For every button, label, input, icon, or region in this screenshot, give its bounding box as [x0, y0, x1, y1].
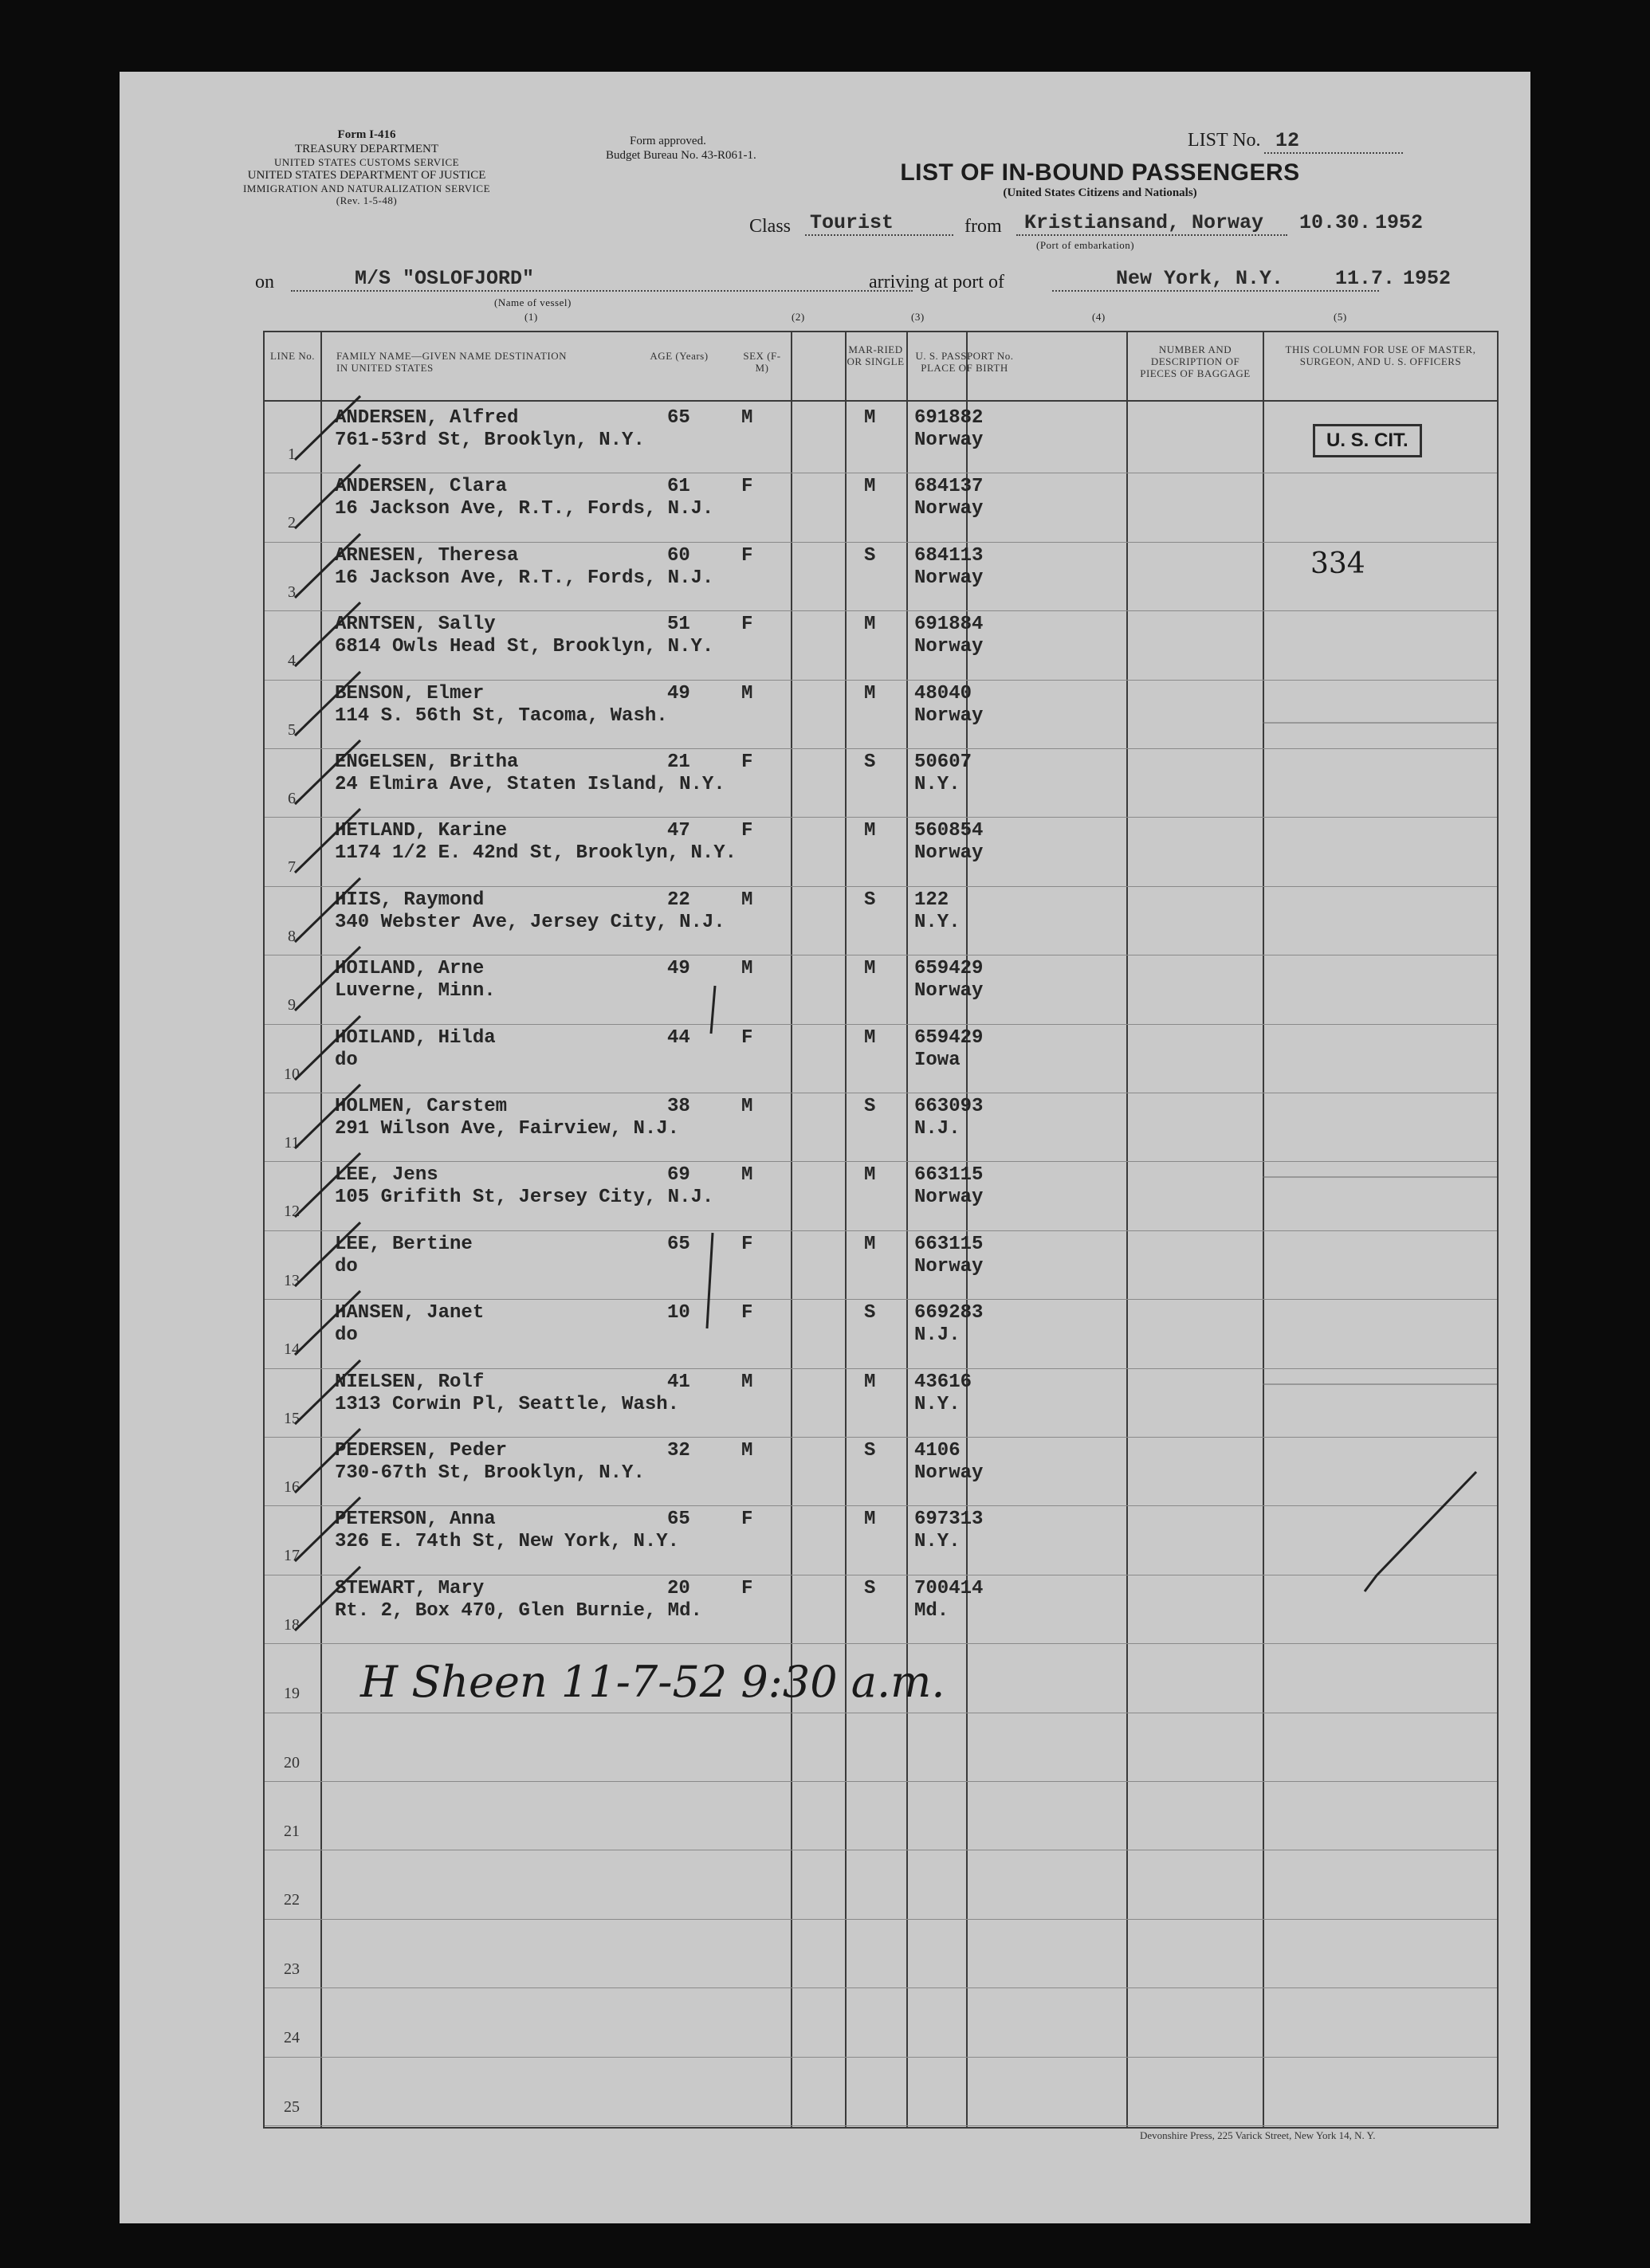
- check-mark: [295, 1429, 360, 1493]
- vessel-name: M/S "OSLOFJORD": [291, 267, 913, 292]
- class-line: [749, 211, 1530, 243]
- check-mark: [295, 1016, 360, 1080]
- place-of-birth: Norway: [914, 430, 984, 451]
- port-embark-caption: (Port of embarkation): [1036, 239, 1135, 251]
- header-line-no: LINE No.: [270, 350, 315, 362]
- passport-number: 43616: [914, 1371, 972, 1393]
- marital-status: M: [864, 614, 876, 635]
- line-number: 24: [284, 2029, 300, 2046]
- passenger-sex: F: [741, 1027, 753, 1049]
- passenger-destination: 326 E. 74th St, New York, N.Y.: [335, 1531, 680, 1552]
- passport-number: 4106: [914, 1440, 961, 1462]
- line-number: 6: [288, 790, 296, 807]
- place-of-birth: Md.: [914, 1600, 949, 1622]
- header-name: FAMILY NAME—GIVEN NAME DESTINATION IN UNITED STATES: [336, 350, 568, 374]
- marital-status: M: [864, 958, 876, 979]
- place-of-birth: Norway: [914, 567, 984, 589]
- place-of-birth: N.Y.: [914, 1394, 961, 1415]
- passenger-name: HIIS, Raymond: [335, 889, 485, 911]
- passenger-destination: 1174 1/2 E. 42nd St, Brooklyn, N.Y.: [335, 842, 737, 864]
- place-of-birth: N.Y.: [914, 912, 961, 933]
- passenger-age: 51: [667, 614, 690, 635]
- vessel-line: [255, 267, 1530, 299]
- passport-number: 50607: [914, 751, 972, 773]
- place-of-birth: Norway: [914, 498, 984, 520]
- place-of-birth: Iowa: [914, 1050, 961, 1071]
- passenger-sex: M: [741, 407, 753, 429]
- marital-status: S: [864, 889, 876, 911]
- passenger-age: 49: [667, 958, 690, 979]
- marital-status: S: [864, 1302, 876, 1324]
- check-mark: [295, 1567, 360, 1630]
- passenger-age: 21: [667, 751, 690, 773]
- passenger-age: 38: [667, 1096, 690, 1117]
- passenger-sex: F: [741, 1509, 753, 1530]
- arrival-date: 11.7.: [1335, 267, 1396, 290]
- form-revision: (Rev. 1-5-48): [336, 194, 398, 206]
- passenger-sex: F: [741, 614, 753, 635]
- form-number: Form I-416: [337, 128, 396, 141]
- passenger-sex: F: [741, 476, 753, 497]
- passenger-sex: F: [741, 545, 753, 567]
- check-mark: [295, 1085, 360, 1148]
- passenger-destination: 730-67th St, Brooklyn, N.Y.: [335, 1462, 645, 1484]
- check-mark: [295, 672, 360, 736]
- customs-service: UNITED STATES CUSTOMS SERVICE: [273, 156, 460, 168]
- passenger-sex: M: [741, 889, 753, 911]
- marital-status: M: [864, 407, 876, 429]
- col-num-3: (3): [911, 311, 925, 323]
- marital-status: S: [864, 1096, 876, 1117]
- marital-status: M: [864, 820, 876, 842]
- passport-number: 663093: [914, 1096, 984, 1117]
- place-of-birth: Norway: [914, 705, 984, 727]
- budget-bureau: Budget Bureau No. 43-R061-1.: [606, 149, 756, 162]
- form-block: [231, 128, 502, 206]
- place-of-birth: Norway: [914, 842, 984, 864]
- place-of-birth: N.J.: [914, 1118, 961, 1140]
- check-mark: [295, 740, 360, 804]
- pencil-line: [707, 986, 715, 1328]
- passenger-destination: Luverne, Minn.: [335, 980, 496, 1002]
- passenger-age: 49: [667, 683, 690, 704]
- arriving-label: arriving at port of: [869, 272, 1004, 292]
- passenger-age: 32: [667, 1440, 690, 1462]
- passenger-name: HOILAND, Arne: [335, 958, 485, 979]
- passenger-name: ARNTSEN, Sally: [335, 614, 496, 635]
- on-label: on: [255, 272, 274, 292]
- passenger-destination: 340 Webster Ave, Jersey City, N.J.: [335, 912, 725, 933]
- check-mark: [295, 602, 360, 666]
- passenger-age: 44: [667, 1027, 690, 1049]
- check-mark: [295, 1497, 360, 1561]
- col-num-2: (2): [792, 311, 805, 323]
- passenger-sex: F: [741, 751, 753, 773]
- col-num-4: (4): [1092, 311, 1106, 323]
- passport-number: 691884: [914, 614, 984, 635]
- passenger-name: PEDERSEN, Peder: [335, 1440, 508, 1462]
- passenger-name: HANSEN, Janet: [335, 1302, 485, 1324]
- passenger-sex: M: [741, 1164, 753, 1186]
- line-number: 21: [284, 1823, 300, 1840]
- passenger-sex: M: [741, 958, 753, 979]
- passenger-name: ANDERSEN, Clara: [335, 476, 508, 497]
- passenger-age: 47: [667, 820, 690, 842]
- marital-status: S: [864, 545, 876, 567]
- us-citizen-stamp: U. S. CIT.: [1313, 424, 1422, 457]
- line-number: 1: [288, 445, 296, 463]
- place-of-birth: Norway: [914, 636, 984, 657]
- passenger-destination: 105 Grifith St, Jersey City, N.J.: [335, 1187, 714, 1208]
- title-block: [885, 159, 1315, 200]
- passenger-destination: 761-53rd St, Brooklyn, N.Y.: [335, 430, 645, 451]
- vessel-caption: (Name of vessel): [494, 296, 572, 308]
- line-number: 3: [288, 583, 296, 601]
- passenger-sex: F: [741, 1302, 753, 1324]
- check-mark: [295, 947, 360, 1010]
- passport-number: 700414: [914, 1578, 984, 1599]
- header-baggage: NUMBER AND DESCRIPTION OF PIECES OF BAGGAGE: [1140, 343, 1251, 379]
- from-label: from: [964, 216, 1002, 237]
- passenger-sex: M: [741, 683, 753, 704]
- check-mark: [295, 396, 360, 460]
- line-number: 16: [284, 1478, 300, 1496]
- line-number: 18: [284, 1616, 300, 1634]
- line-number: 10: [284, 1065, 300, 1083]
- passenger-destination: 16 Jackson Ave, R.T., Fords, N.J.: [335, 567, 714, 589]
- marital-status: M: [864, 476, 876, 497]
- passenger-age: 22: [667, 889, 690, 911]
- line-number: 23: [284, 1960, 300, 1978]
- passenger-name: HETLAND, Karine: [335, 820, 508, 842]
- passenger-age: 65: [667, 407, 690, 429]
- place-of-birth: N.Y.: [914, 1531, 961, 1552]
- marital-status: S: [864, 1440, 876, 1462]
- passenger-name: STEWART, Mary: [335, 1578, 485, 1599]
- place-of-birth: Norway: [914, 1256, 984, 1277]
- passenger-sex: F: [741, 820, 753, 842]
- header-sex: SEX (F-M): [743, 350, 781, 374]
- passenger-name: PETERSON, Anna: [335, 1509, 496, 1530]
- marital-status: M: [864, 1509, 876, 1530]
- passport-number: 697313: [914, 1509, 984, 1530]
- marital-status: M: [864, 1234, 876, 1255]
- passport-number: 122: [914, 889, 949, 911]
- justice-dept: UNITED STATES DEPARTMENT OF JUSTICE: [247, 169, 486, 182]
- passport-number: 663115: [914, 1234, 984, 1255]
- line-number: 8: [288, 928, 296, 945]
- place-of-birth: Norway: [914, 1187, 984, 1208]
- col-num-5: (5): [1334, 311, 1347, 323]
- passenger-age: 41: [667, 1371, 690, 1393]
- passenger-age: 61: [667, 476, 690, 497]
- line-number: 2: [288, 514, 296, 532]
- header-passport: U. S. PASSPORT No. PLACE OF BIRTH: [915, 350, 1014, 374]
- header-officers: THIS COLUMN FOR USE OF MASTER, SURGEON, AND U. S. OFFICERS: [1285, 343, 1476, 367]
- handwritten-signature: H Sheen 11-7-52 9:30 a.m.: [360, 1657, 945, 1707]
- passenger-name: LEE, Jens: [335, 1164, 438, 1186]
- check-marks: [265, 332, 1497, 2127]
- line-number: 14: [284, 1340, 300, 1358]
- passport-number: 691882: [914, 407, 984, 429]
- passenger-destination: do: [335, 1256, 358, 1277]
- passenger-destination: do: [335, 1050, 358, 1071]
- check-mark: [1365, 1472, 1476, 1591]
- passenger-age: 69: [667, 1164, 690, 1186]
- passenger-age: 65: [667, 1509, 690, 1530]
- list-no-value: 12: [1264, 129, 1403, 154]
- passenger-sex: M: [741, 1096, 753, 1117]
- check-mark: [295, 809, 360, 873]
- depart-date: 10.30.: [1299, 211, 1372, 234]
- passenger-name: ARNESEN, Theresa: [335, 545, 519, 567]
- list-number: [1188, 129, 1459, 154]
- line-number: 19: [284, 1685, 300, 1702]
- passenger-sex: M: [741, 1371, 753, 1393]
- check-mark: [295, 878, 360, 942]
- from-value: Kristiansand, Norway: [1016, 211, 1287, 236]
- passenger-destination: 6814 Owls Head St, Brooklyn, N.Y.: [335, 636, 714, 657]
- class-label: Class: [749, 216, 792, 237]
- passenger-destination: 24 Elmira Ave, Staten Island, N.Y.: [335, 774, 725, 795]
- marital-status: M: [864, 1027, 876, 1049]
- marital-status: S: [864, 751, 876, 773]
- passenger-destination: 291 Wilson Ave, Fairview, N.J.: [335, 1118, 680, 1140]
- passenger-destination: 114 S. 56th St, Tacoma, Wash.: [335, 705, 668, 727]
- arrival-year: 1952: [1403, 267, 1452, 290]
- passport-number: 659429: [914, 958, 984, 979]
- depart-year: 1952: [1375, 211, 1424, 234]
- arrival-port: New York, N.Y.: [1052, 267, 1379, 292]
- passenger-name: HOILAND, Hilda: [335, 1027, 496, 1049]
- line-number: 15: [284, 1410, 300, 1427]
- check-mark: [295, 1222, 360, 1286]
- form-approved: Form approved.: [630, 135, 706, 147]
- passenger-table: [263, 331, 1499, 2129]
- line-number: 9: [288, 996, 296, 1014]
- line-number: 13: [284, 1272, 300, 1289]
- passenger-name: ANDERSEN, Alfred: [335, 407, 519, 429]
- passenger-name: BENSON, Elmer: [335, 683, 485, 704]
- passenger-sex: M: [741, 1440, 753, 1462]
- line-number: 4: [288, 652, 296, 669]
- treasury-dept: TREASURY DEPARTMENT: [294, 143, 439, 155]
- header-married: MAR-RIED OR SINGLE: [847, 343, 905, 367]
- line-number: 5: [288, 721, 296, 739]
- place-of-birth: Norway: [914, 980, 984, 1002]
- passenger-age: 10: [667, 1302, 690, 1324]
- printer-footer: Devonshire Press, 225 Varick Street, New York 14, N. Y.: [1140, 2129, 1376, 2141]
- passport-number: 560854: [914, 820, 984, 842]
- passport-number: 659429: [914, 1027, 984, 1049]
- passenger-sex: F: [741, 1578, 753, 1599]
- check-mark: [295, 1153, 360, 1217]
- form-approval: [606, 134, 797, 163]
- col-num-1: (1): [524, 311, 538, 323]
- header-age: AGE (Years): [650, 350, 709, 362]
- passenger-name: LEE, Bertine: [335, 1234, 473, 1255]
- passenger-name: NIELSEN, Rolf: [335, 1371, 485, 1393]
- immigration-service: IMMIGRATION AND NATURALIZATION SERVICE: [242, 182, 491, 194]
- check-mark: [295, 1360, 360, 1424]
- passenger-name: ENGELSEN, Britha: [335, 751, 519, 773]
- page-title: LIST OF IN-BOUND PASSENGERS: [900, 159, 1300, 186]
- check-mark: [295, 465, 360, 528]
- page-subtitle: (United States Citizens and Nationals): [1003, 186, 1197, 199]
- check-mark: [295, 534, 360, 598]
- handwritten-number: 334: [1310, 547, 1365, 580]
- check-mark: [295, 1291, 360, 1355]
- line-number: 7: [288, 858, 296, 876]
- passport-number: 684113: [914, 545, 984, 567]
- marital-status: M: [864, 1164, 876, 1186]
- line-number: 20: [284, 1754, 300, 1772]
- line-number: 12: [284, 1203, 300, 1220]
- passenger-destination: do: [335, 1324, 358, 1346]
- passenger-age: 60: [667, 545, 690, 567]
- marital-status: M: [864, 683, 876, 704]
- passport-number: 48040: [914, 683, 972, 704]
- line-number: 17: [284, 1547, 300, 1564]
- passenger-sex: F: [741, 1234, 753, 1255]
- place-of-birth: Norway: [914, 1462, 984, 1484]
- list-no-label: LIST No.: [1188, 130, 1261, 151]
- class-value: Tourist: [805, 211, 953, 236]
- marital-status: M: [864, 1371, 876, 1393]
- passenger-destination: 1313 Corwin Pl, Seattle, Wash.: [335, 1394, 680, 1415]
- passenger-name: HOLMEN, Carstem: [335, 1096, 508, 1117]
- passport-number: 684137: [914, 476, 984, 497]
- marital-status: S: [864, 1578, 876, 1599]
- passport-number: 669283: [914, 1302, 984, 1324]
- passenger-destination: Rt. 2, Box 470, Glen Burnie, Md.: [335, 1600, 702, 1622]
- place-of-birth: N.J.: [914, 1324, 961, 1346]
- place-of-birth: N.Y.: [914, 774, 961, 795]
- passenger-age: 20: [667, 1578, 690, 1599]
- line-number: 11: [284, 1134, 300, 1152]
- passenger-destination: 16 Jackson Ave, R.T., Fords, N.J.: [335, 498, 714, 520]
- line-number: 25: [284, 2098, 300, 2116]
- passport-number: 663115: [914, 1164, 984, 1186]
- line-number: 22: [284, 1891, 300, 1909]
- passenger-age: 65: [667, 1234, 690, 1255]
